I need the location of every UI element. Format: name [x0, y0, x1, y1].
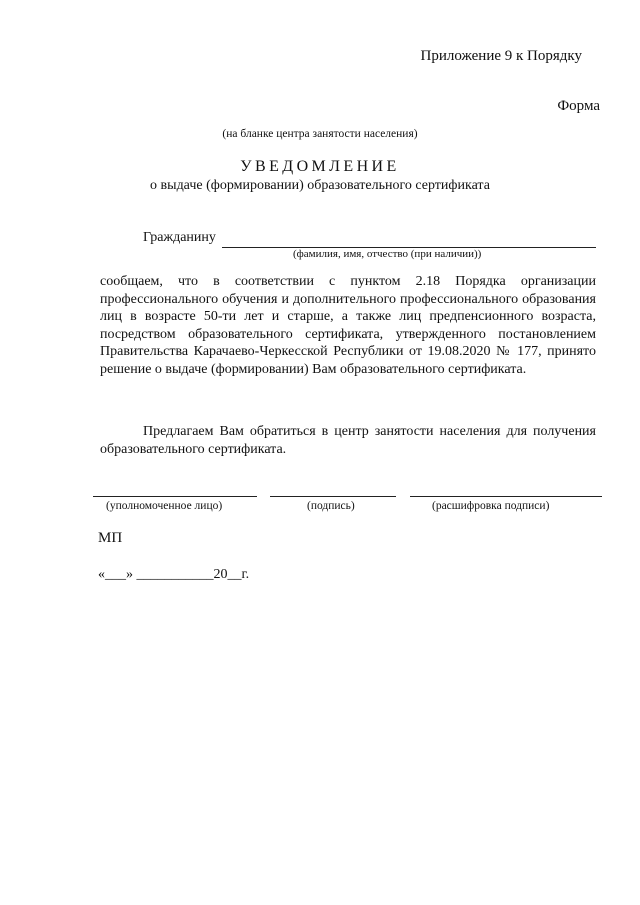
addressee-label: Гражданину: [143, 230, 216, 245]
addressee-note: (фамилия, имя, отчество (при наличии)): [293, 248, 482, 260]
form-label: Форма: [557, 98, 600, 114]
body-paragraph-2: Предлагаем Вам обратиться в центр занятости населения для получения образовательного сертификата.: [100, 424, 596, 457]
stamp-place-label: МП: [98, 530, 123, 546]
appendix-label: Приложение 9 к Порядку: [420, 48, 582, 64]
document-subtitle: о выдаче (формировании) образовательного сертификата: [150, 178, 490, 193]
authorized-person-caption: (уполномоченное лицо): [106, 500, 223, 512]
authorized-person-line: [93, 496, 257, 497]
body-paragraph-1: сообщаем, что в соответствии с пунктом 2.18 Порядка организации профессионального обучения и дополнительного профессионального образования лиц в возрасте 50-ти лет и старше, а также лиц предпенсионного возраста, посредством образовательного сертификата, утвержденного постановлением Правительства Карачаево-Черкесской Республики от 19.08.2020 № 177, принято решение о выдаче (формировании) Вам образовательного сертификата.: [100, 274, 596, 377]
signature-decoding-caption: (расшифровка подписи): [432, 500, 550, 512]
signature-line: [270, 496, 396, 497]
signature-decoding-line: [410, 496, 602, 497]
date-field: «___» ___________20__г.: [98, 567, 250, 582]
signature-caption: (подпись): [307, 500, 355, 512]
blank-note: (на бланке центра занятости населения): [222, 128, 418, 140]
document-title: УВЕДОМЛЕНИЕ: [240, 158, 400, 175]
